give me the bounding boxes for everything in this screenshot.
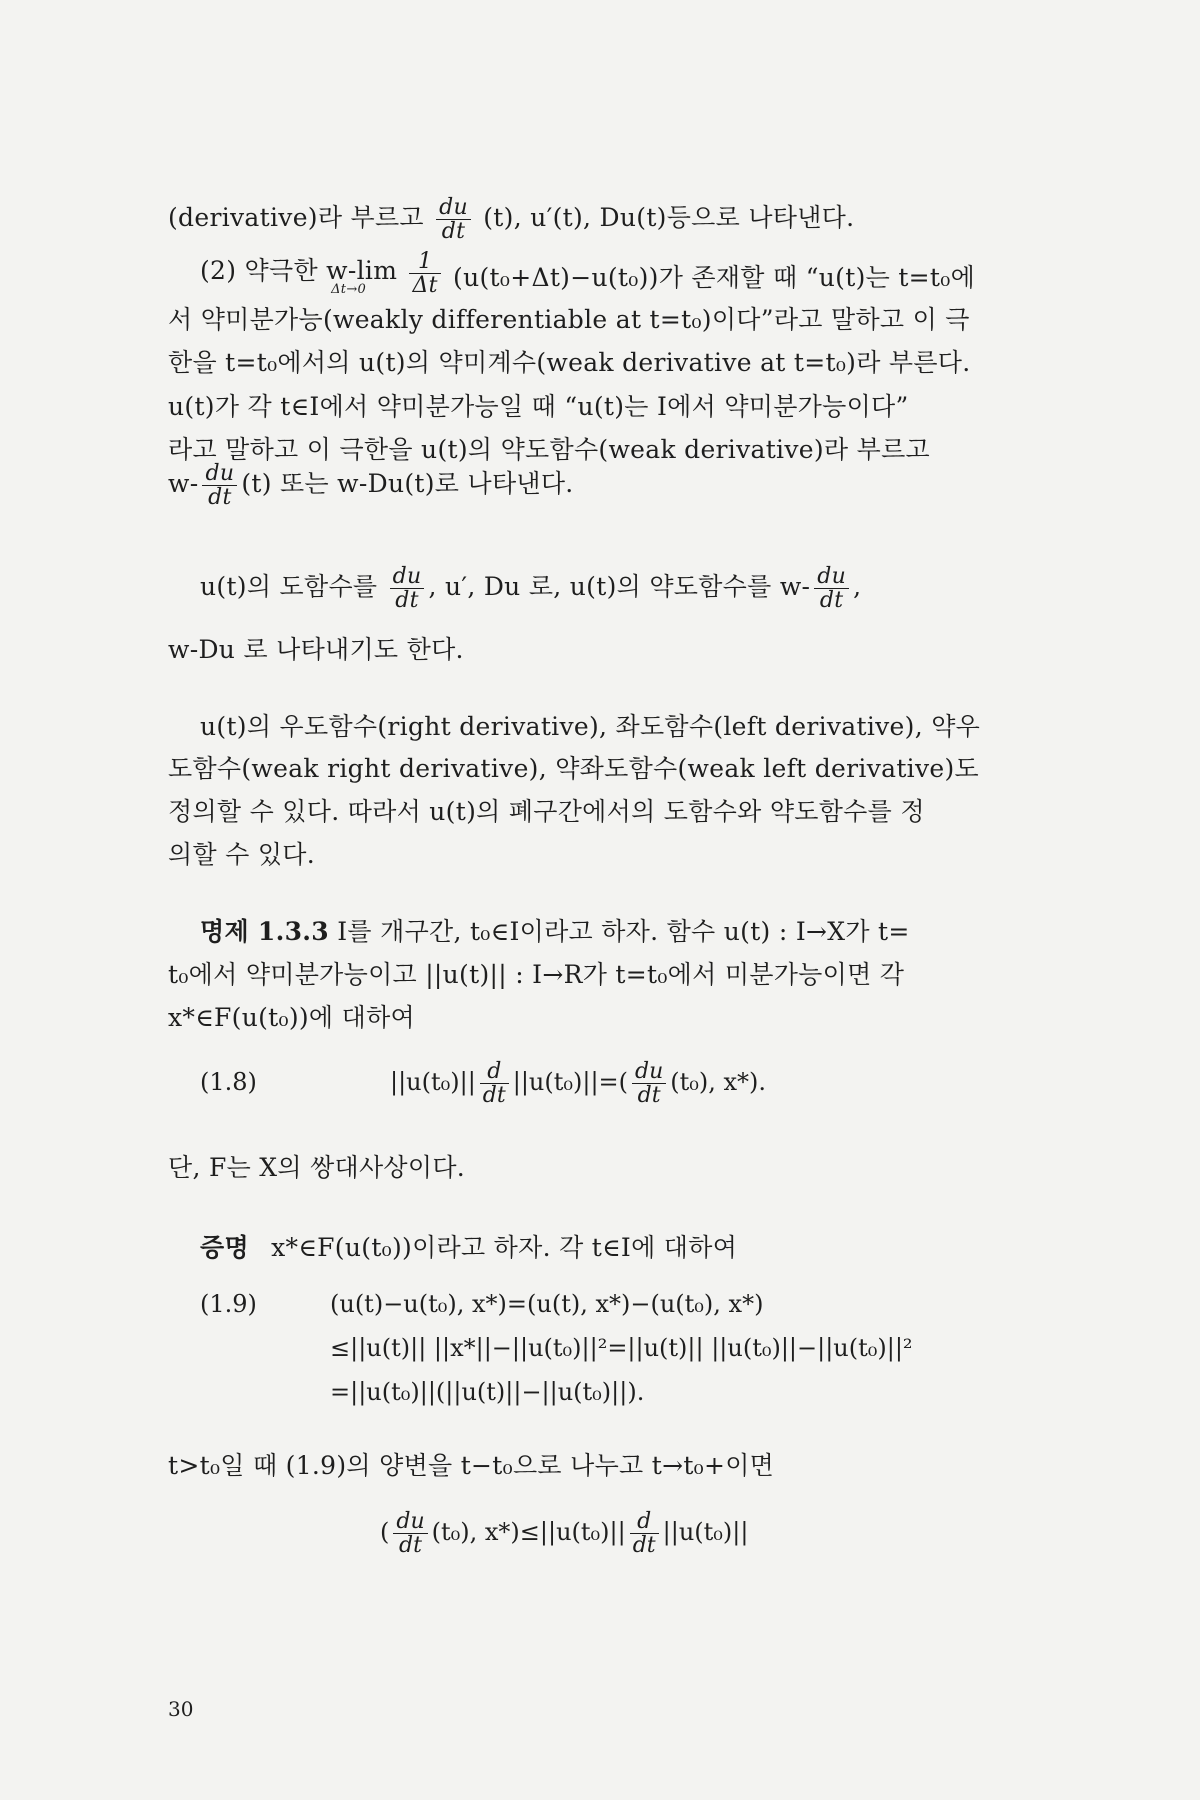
notation-line-1: u(t)의 도함수를 $\frac{du}{dt}$ , u′, Du 로, u(t)의 약도함수를 w- $\frac{du}{dt}$ , <box>200 564 862 614</box>
fraction-du-dt: $\frac{du}{dt}$ <box>436 196 471 243</box>
text-derivative-pre: (derivative)라 부르고 <box>168 203 424 233</box>
fraction-d-dt: $\frac{d}{dt}$ <box>480 1060 509 1107</box>
onesided-text-3: 정의할 수 있다. 따라서 u(t)의 폐구간에서의 도함수와 약도함수를 정 <box>168 797 925 826</box>
weak-def-text-1: (u(t₀+Δt)−u(t₀))가 존재할 때 “u(t)는 t=t₀에 <box>453 263 976 292</box>
fraction-d-dt: $\frac{d}{dt}$ <box>630 1510 659 1557</box>
fraction-du-dt: $\frac{du}{dt}$ <box>390 565 425 612</box>
note-text: 단, F는 X의 쌍대사상이다. <box>168 1153 466 1182</box>
equation-1-9: (1.9) (u(t)−u(t₀), x*)=(u(t), x*)−(u(t₀), x*) <box>200 1290 764 1318</box>
weak-def-text-4: u(t)가 각 t∈I에서 약미분가능일 때 “u(t)는 I에서 약미분가능이다” <box>168 392 909 421</box>
proposition-text-2: t₀에서 약미분가능이고 ||u(t)|| : I→R가 t=t₀에서 미분가능이면 각 <box>168 960 905 989</box>
equation-tag: (1.9) <box>200 1290 257 1318</box>
notation-line-2: w-Du 로 나타내기도 한다. <box>168 635 464 664</box>
onesided-text-1: u(t)의 우도함수(right derivative), 좌도함수(left derivative), 약우 <box>200 712 981 741</box>
equation-1-9-line-3: =||u(t₀)||(||u(t)||−||u(t₀)||). <box>330 1378 645 1406</box>
proof-line: 증명 x*∈F(u(t₀))이라고 하자. 각 t∈I에 대하여 <box>200 1233 738 1262</box>
derivative-notation-line <box>168 196 854 243</box>
weak-limit-line <box>200 249 976 299</box>
page-number: 30 <box>168 1697 194 1721</box>
fraction-du-dt: $\frac{du}{dt}$ <box>393 1510 427 1557</box>
text-derivative-post: (t), u′(t), Du(t)등으로 나타낸다. <box>483 203 855 233</box>
equation-tag: (1.8) <box>200 1068 257 1097</box>
proposition-label: 명제 1.3.3 <box>200 917 329 946</box>
weak-def-text-3: 한을 t=t₀에서의 u(t)의 약미계수(weak derivative at t=t₀)라 부른다. <box>168 348 971 377</box>
weak-def-line-6: w- $\frac{du}{dt}$ (t) 또는 w-Du(t)로 나타낸다. <box>168 461 574 511</box>
proposition-text-3: x*∈F(u(t₀))에 대하여 <box>168 1003 415 1032</box>
onesided-text-4: 의할 수 있다. <box>168 840 315 869</box>
equation-1-9-line-2: ≤||u(t)|| ||x*||−||u(t₀)||²=||u(t)|| ||u(t₀)||−||u(t₀)||² <box>330 1334 913 1362</box>
final-inequality: ( $\frac{du}{dt}$ (t₀), x*)≤||u(t₀)|| $\frac{d}{dt}$ ||u(t₀)|| <box>380 1509 749 1559</box>
proposition-line-1: 명제 1.3.3 I를 개구간, t₀∈I이라고 하자. 함수 u(t) : I→X가 t= <box>200 917 910 946</box>
weak-limit: (2) 약극한 w-lim Δt→0 <box>200 256 398 297</box>
after-text: t>t₀일 때 (1.9)의 양변을 t−t₀으로 나누고 t→t₀+이면 <box>168 1451 775 1480</box>
weak-def-text-2: 서 약미분가능(weakly differentiable at t=t₀)이다”라고 말하고 이 극 <box>168 305 970 334</box>
fraction-1-dt: $\frac{1}{\Delta t}$ <box>409 250 440 297</box>
onesided-text-2: 도함수(weak right derivative), 약좌도함수(weak left derivative)도 <box>168 754 979 783</box>
equation-1-8: (1.8) ||u(t₀)|| $\frac{d}{dt}$ ||u(t₀)||=( $\frac{du}{dt}$ (t₀), x*). <box>200 1059 767 1109</box>
weak-def-text-5: 라고 말하고 이 극한을 u(t)의 약도함수(weak derivative)라 부르고 <box>168 435 930 464</box>
fraction-du-dt: $\frac{du}{dt}$ <box>814 565 849 612</box>
fraction-du-dt: $\frac{du}{dt}$ <box>632 1060 666 1107</box>
proof-label: 증명 <box>200 1233 249 1262</box>
fraction-du-dt: $\frac{du}{dt}$ <box>202 462 237 509</box>
